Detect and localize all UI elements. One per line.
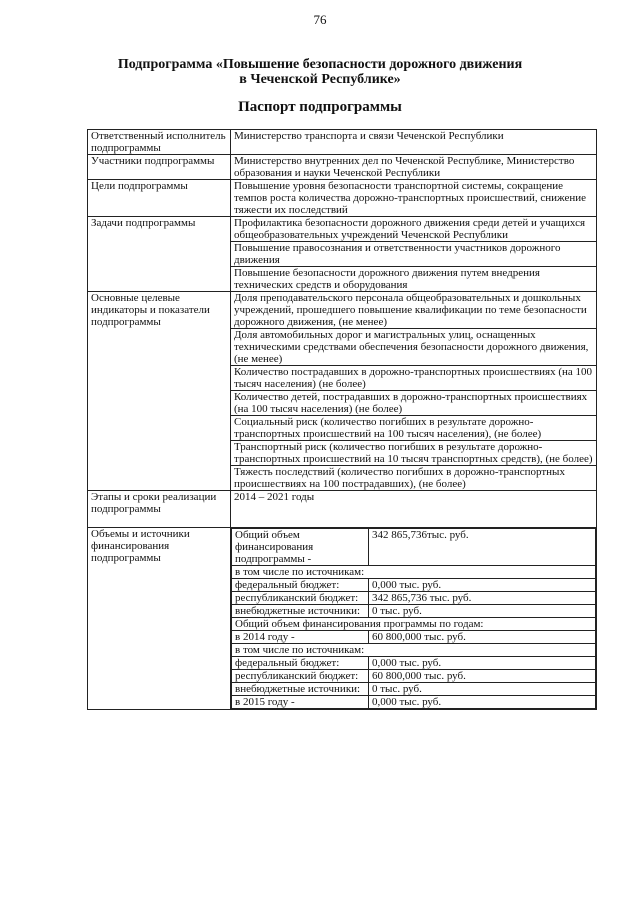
indicator-item: Количество детей, пострадавших в дорожно-транспортных происшествиях (на 100 тысяч населения) (не более) [231,391,597,416]
indicator-item: Тяжесть последствий (количество погибших в дорожно-транспортных происшествиях на 100 пострадавших), (не более) [231,466,597,491]
row-participants [88,155,597,180]
funding-by-years-header: Общий объем финансирования программы по годам: [232,618,596,631]
label-stages: Этапы и сроки реализации подпрограммы [88,491,231,528]
indicator-item: Социальный риск (количество погибших в результате дорожно-транспортных происшествий на 100 тысяч населения), (не более) [231,416,597,441]
label-participants: Участники подпрограммы [88,155,231,180]
funding-2014-sources-header: в том числе по источникам: [232,644,596,657]
funding-2015-value: 0,000 тыс. руб. [369,696,596,709]
document-title [60,57,580,87]
value-stages: 2014 – 2021 годы [231,491,597,528]
indicator-item: Доля автомобильных дорог и магистральных улиц, оснащенных техническими средствами обеспечения безопасности дорожного движения, (не менее) [231,329,597,366]
row-funding [88,528,597,710]
label-tasks: Задачи подпрограммы [88,217,231,292]
row-goals [88,180,597,217]
label-indicators: Основные целевые индикаторы и показатели подпрограммы [88,292,231,491]
task-item: Повышение безопасности дорожного движения путем внедрения технических средств и оборудования [231,267,597,292]
funding-extra-label: внебюджетные источники: [232,605,369,618]
funding-2014-republic-label: республиканский бюджет: [232,670,369,683]
row-tasks [88,217,597,242]
passport-heading: Паспорт подпрограммы [238,99,402,115]
indicator-item: Транспортный риск (количество погибших в результате дорожно-транспортных происшествий на 10 тысяч транспортных средств), (не более) [231,441,597,466]
funding-extra-value: 0 тыс. руб. [369,605,596,618]
funding-2014-label: в 2014 году - [232,631,369,644]
funding-2014-republic-value: 60 800,000 тыс. руб. [369,670,596,683]
task-item: Профилактика безопасности дорожного движения среди детей и учащихся общеобразовательных учреждений Чеченской Республики [231,217,597,242]
label-goals: Цели подпрограммы [88,180,231,217]
row-indicators [88,292,597,329]
funding-2014-federal-value: 0,000 тыс. руб. [369,657,596,670]
funding-2015-label: в 2015 году - [232,696,369,709]
title-line-1: Подпрограмма «Повышение безопасности дорожного движения [117,57,523,72]
funding-2014-federal-label: федеральный бюджет: [232,657,369,670]
row-responsible [88,130,597,155]
page-number: 76 [313,12,327,27]
indicator-item: Количество пострадавших в дорожно-транспортных происшествиях (на 100 тысяч населения) (не более) [231,366,597,391]
indicator-item: Доля преподавательского персонала общеобразовательных и дошкольных учреждений, прошедшего повышение квалификации по теме безопасности дорожного движения, (не менее) [231,292,597,329]
funding-2014-value: 60 800,000 тыс. руб. [369,631,596,644]
passport-table [87,129,597,710]
funding-total-value: 342 865,736тыс. руб. [369,529,596,566]
label-responsible: Ответственный исполнитель подпрограммы [88,130,231,155]
label-funding: Объемы и источники финансирования подпрограммы [88,528,231,710]
funding-republic-value: 342 865,736 тыс. руб. [369,592,596,605]
funding-federal-label: федеральный бюджет: [232,579,369,592]
row-stages [88,491,597,528]
value-participants: Министерство внутренних дел по Чеченской Республике, Министерство образования и науки Чеченской Республики [231,155,597,180]
funding-republic-label: республиканский бюджет: [232,592,369,605]
funding-total-label: Общий объем финансирования подпрограммы - [232,529,369,566]
task-item: Повышение правосознания и ответственности участников дорожного движения [231,242,597,267]
funding-2014-extra-value: 0 тыс. руб. [369,683,596,696]
funding-sources-header: в том числе по источникам: [232,566,596,579]
value-goals: Повышение уровня безопасности транспортной системы, сокращение темпов роста количества дорожно-транспортных происшествий, снижение тяжести их последствий [231,180,597,217]
funding-table [231,528,596,709]
funding-federal-value: 0,000 тыс. руб. [369,579,596,592]
funding-2014-extra-label: внебюджетные источники: [232,683,369,696]
value-responsible: Министерство транспорта и связи Чеченской Республики [231,130,597,155]
funding-details [231,528,597,710]
title-line-2: в Чеченской Республике» [239,72,401,87]
